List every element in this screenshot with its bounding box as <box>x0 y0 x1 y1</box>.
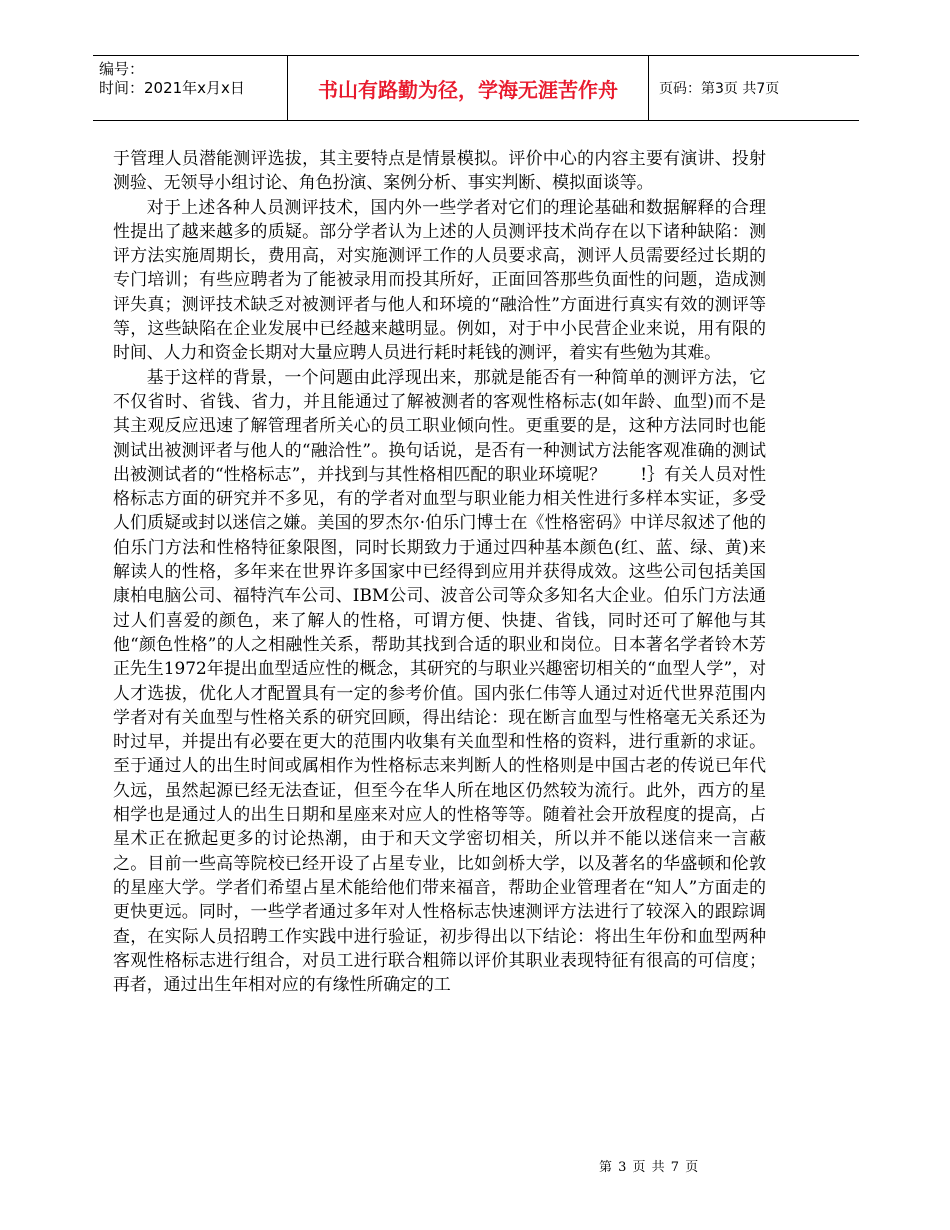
body-paragraph-1: 于管理人员潜能测评选拔，其主要特点是情景模拟。评价中心的内容主要有演讲、投射测验、无领导小组讨论、角色扮演、案例分析、事实判断、模拟面谈等。 <box>113 148 766 193</box>
document-body <box>113 146 766 996</box>
header-page-info: 页码：第3页 共7页 <box>659 81 780 97</box>
body-paragraph-3: 基于这样的背景，一个问题由此浮现出来，那就是能否有一种简单的测评方法，它不仅省时、省钱、省力，并且能通过了解被测者的客观性格标志(如年龄、血型)而不是其主观反应迅速了解管理者所关心的员工职业倾向性。更重要的是，这种方法同时也能测试出被测评者与他人的“融洽性”。换句话说，是否有一种测试方法能客观准确的测试出被测试者的“性格标志”，并找到与其性格相匹配的职业环境呢？ !｝有关人员对性格标志方面的研究并不多见，有的学者对血型与职业能力相关性进行多样本实证，多受人们质疑或封以迷信之嫌。美国的罗杰尔·伯乐门博士在《性格密码》中详尽叙述了他的伯乐门方法和性格特征象限图，同时长期致力于通过四种基本颜色(红、蓝、绿、黄)来解读人的性格，多年来在世界许多国家中已经得到应用并获得成效。这些公司包括美国康柏电脑公司、福特汽车公司、IBM公司、波音公司等众多知名大企业。伯乐门方法通过人们喜爱的颜色，来了解人的性格，可谓方便、快捷、省钱，同时还可了解他与其他“颜色性格”的人之相融性关系，帮助其找到合适的职业和岗位。日本著名学者铃木芳正先生1972年提出血型适应性的概念，其研究的与职业兴趣密切相关的“血型人学”，对人才选拔，优化人才配置具有一定的参考价值。国内张仁伟等人通过对近代世界范围内学者对有关血型与性格关系的研究回顾，得出结论：现在断言血型与性格毫无关系还为时过早，并提出有必要在更大的范围内收集有关血型和性格的资料，进行重新的求证。至于通过人的出生时间或属相作为性格标志来判断人的性格则是中国古老的传说已年代久远，虽然起源已经无法查证，但至今在华人所在地区仍然较为流行。此外，西方的星相学也是通过人的出生日期和星座来对应人的性格等等。随着社会开放程度的提高，占星术正在掀起更多的讨论热潮，由于和天文学密切相关，所以并不能以迷信来一言蔽之。目前一些高等院校已经开设了占星专业，比如剑桥大学，以及著名的华盛顿和伦敦的星座大学。学者们希望占星术能给他们带来福音，帮助企业管理者在“知人”方面走的更快更远。同时，一些学者通过多年对人性格标志快速测评方法进行了较深入的跟踪调查，在实际人员招聘工作实践中进行验证，初步得出以下结论：将出生年份和血型两种客观性格标志进行组合，对员工进行联合粗筛以评价其职业表现特征有很高的可信度；再者，通过出生年相对应的有缘性所确定的工 <box>113 366 766 995</box>
header-motto: 书山有路勤为径，学海无涯苦作舟 <box>287 56 649 120</box>
header-time-label: 时间：2021年x月x日 <box>99 79 245 97</box>
header-number-label: 编号： <box>99 60 145 78</box>
body-paragraph-2: 对于上述各种人员测评技术，国内外一些学者对它们的理论基础和数据解释的合理性提出了越来越多的质疑。部分学者认为上述的人员测评技术尚存在以下诸种缺陷：测评方法实施周期长，费用高，对实施测评工作的人员要求高，测评人员需要经过长期的专门培训；有些应聘者为了能被录用而投其所好，正面回答那些负面性的问题，造成测评失真；测评技术缺乏对被测评者与他人和环境的“融洽性”方面进行真实有效的测评等等，这些缺陷在企业发展中已经越来越明显。例如，对于中小民营企业来说，用有限的时间、人力和资金长期对大量应聘人员进行耗时耗钱的测评，着实有些勉为其难。 <box>113 196 766 363</box>
page-header <box>93 55 859 121</box>
header-meta <box>99 60 285 98</box>
page-footer: 第 3 页 共 7 页 <box>599 1160 700 1175</box>
